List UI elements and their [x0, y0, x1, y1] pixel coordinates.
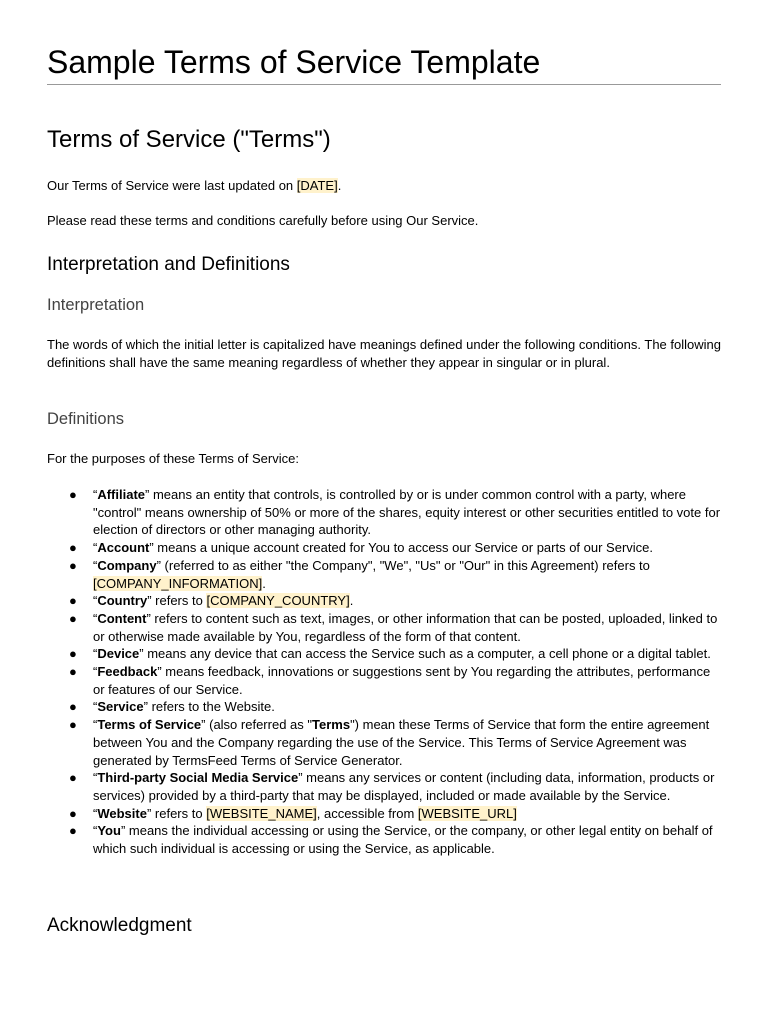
bullet: ● [69, 487, 77, 502]
definition-term: Country [97, 593, 148, 609]
definition-term: Website [97, 805, 147, 821]
definition-text: refers to the Website. [147, 699, 275, 715]
definition-item: ● “Country” refers to [COMPANY_COUNTRY]. [69, 593, 354, 609]
title-divider [47, 84, 721, 85]
definitions-list [47, 486, 721, 858]
definition-item: ● “Affiliate” means an entity that controls, is controlled by or is under common control with a party, where "control" means ownership of 50% or more of the shares, equity interest or other securities entitled to vote for election of directors or other managing authority. [69, 487, 721, 538]
interpretation-subheading: Interpretation [47, 296, 145, 314]
company-information-placeholder: [COMPANY_INFORMATION] [93, 575, 263, 591]
bullet: ● [69, 823, 77, 839]
definition-term-alias: Terms [312, 717, 351, 733]
definition-item: ● “Feedback” means feedback, innovations or suggestions sent by You regarding the attributes, performance or features of our Service. [69, 664, 711, 697]
definition-term: Content [97, 610, 147, 626]
definition-text: means an entity that controls, is controlled by or is under common control with a party, where "control" means ownership of 50% or more of the shares, equity interest or other securities entitled to vote for election of directors or other managing authority. [93, 487, 721, 538]
definition-term: Device [97, 646, 140, 662]
definition-term: Company [97, 557, 157, 573]
bullet: ● [69, 770, 77, 786]
bullet: ● [69, 557, 77, 573]
interpretation-definitions-heading: Interpretation and Definitions [47, 254, 290, 275]
definition-term: Third-party Social Media Service [97, 770, 299, 786]
bullet: ● [69, 646, 77, 662]
definition-text: refers to content such as text, images, or other information that can be posted, uploaded, linked to or otherwise made available by You, regardless of the form of that content. [93, 610, 718, 644]
website-url-placeholder: [WEBSITE_URL] [417, 805, 517, 821]
terms-heading: Terms of Service ("Terms") [47, 126, 331, 153]
last-updated-suffix: . [337, 178, 342, 193]
document-title: Sample Terms of Service Template [47, 44, 541, 80]
definition-item: ● “Content” refers to content such as text, images, or other information that can be posted, uploaded, linked to or otherwise made available by You, regardless of the form of that content. [69, 610, 718, 644]
interpretation-paragraph: The words of which the initial letter is capitalized have meanings defined under the following conditions. The following definitions shall have the same meaning regardless of whether they appear in singular or in plural. [47, 337, 721, 370]
date-placeholder: [DATE] [296, 178, 338, 193]
definition-term: Terms of Service [97, 717, 202, 733]
definition-term: Service [97, 699, 144, 715]
last-updated-prefix: Our Terms of Service were last updated on [47, 178, 297, 193]
definition-text: (referred to as either "the Company", "We", "Us" or "Our" in this Agreement) refers to [160, 557, 650, 573]
definition-item: ● “Website” refers to [WEBSITE_NAME], accessible from [WEBSITE_URL] [69, 805, 517, 821]
definition-item: ● “Account” means a unique account created for You to access our Service or parts of our Service. [69, 540, 654, 556]
definition-term: You [97, 823, 121, 839]
acknowledgment-heading: Acknowledgment [47, 915, 192, 936]
bullet: ● [69, 805, 77, 821]
definition-term: Feedback [97, 664, 158, 680]
definitions-subheading: Definitions [47, 410, 125, 428]
intro-paragraph: Please read these terms and conditions carefully before using Our Service. [47, 213, 479, 228]
bullet: ● [69, 699, 77, 715]
definition-item: ● “Service” refers to the Website. [69, 699, 275, 715]
definition-term: Affiliate [97, 487, 146, 502]
company-country-placeholder: [COMPANY_COUNTRY] [206, 593, 350, 609]
definition-text: ") mean these Terms of Service that form the entire agreement between You and the Company regarding the use of the Service. This Terms of Service Agreement was generated by TermsFeed Terms of Service Generator. [93, 717, 710, 768]
definition-text: means a unique account created for You to access our Service or parts of our Service. [153, 540, 654, 556]
definition-text: refers to [151, 593, 207, 609]
bullet: ● [69, 664, 77, 680]
definition-item: ● “Third-party Social Media Service” means any services or content (including data, information, products or services) provided by a third-party that may be displayed, included or made available by the Service. [69, 770, 715, 803]
definition-item: ● “You” means the individual accessing or using the Service, or the company, or other legal entity on behalf of which such individual is accessing or using the Service, as applicable. [69, 823, 713, 857]
definition-text: means feedback, innovations or suggestions sent by You regarding the attributes, performance or features of our Service. [93, 664, 711, 697]
bullet: ● [69, 593, 77, 609]
definition-item: ● “Terms of Service” (also referred as "Terms") mean these Terms of Service that form the entire agreement between You and the Company regarding the use of the Service. This Terms of Service Agreement was generated by TermsFeed Terms of Service Generator. [69, 717, 710, 768]
website-name-placeholder: [WEBSITE_NAME] [206, 805, 317, 821]
definition-term: Account [97, 540, 150, 556]
bullet: ● [69, 717, 77, 733]
last-updated-paragraph [47, 177, 721, 195]
definition-item: ● “Device” means any device that can access the Service such as a computer, a cell phone or a digital tablet. [69, 646, 711, 662]
definitions-intro: For the purposes of these Terms of Service: [47, 451, 299, 466]
definition-text: means the individual accessing or using the Service, or the company, or other legal entity on behalf of which such individual is accessing or using the Service, as applicable. [93, 823, 713, 857]
definition-text: refers to [151, 805, 207, 821]
definition-text: means any services or content (including data, information, products or services) provided by a third-party that may be displayed, included or made available by the Service. [93, 770, 715, 803]
bullet: ● [69, 610, 77, 626]
bullet: ● [69, 540, 77, 556]
definition-item: ● “Company” (referred to as either "the Company", "We", "Us" or "Our" in this Agreement) refers to [COMPANY_INFORMATION]. [69, 557, 650, 591]
definition-text: means any device that can access the Service such as a computer, a cell phone or a digital tablet. [143, 646, 711, 662]
